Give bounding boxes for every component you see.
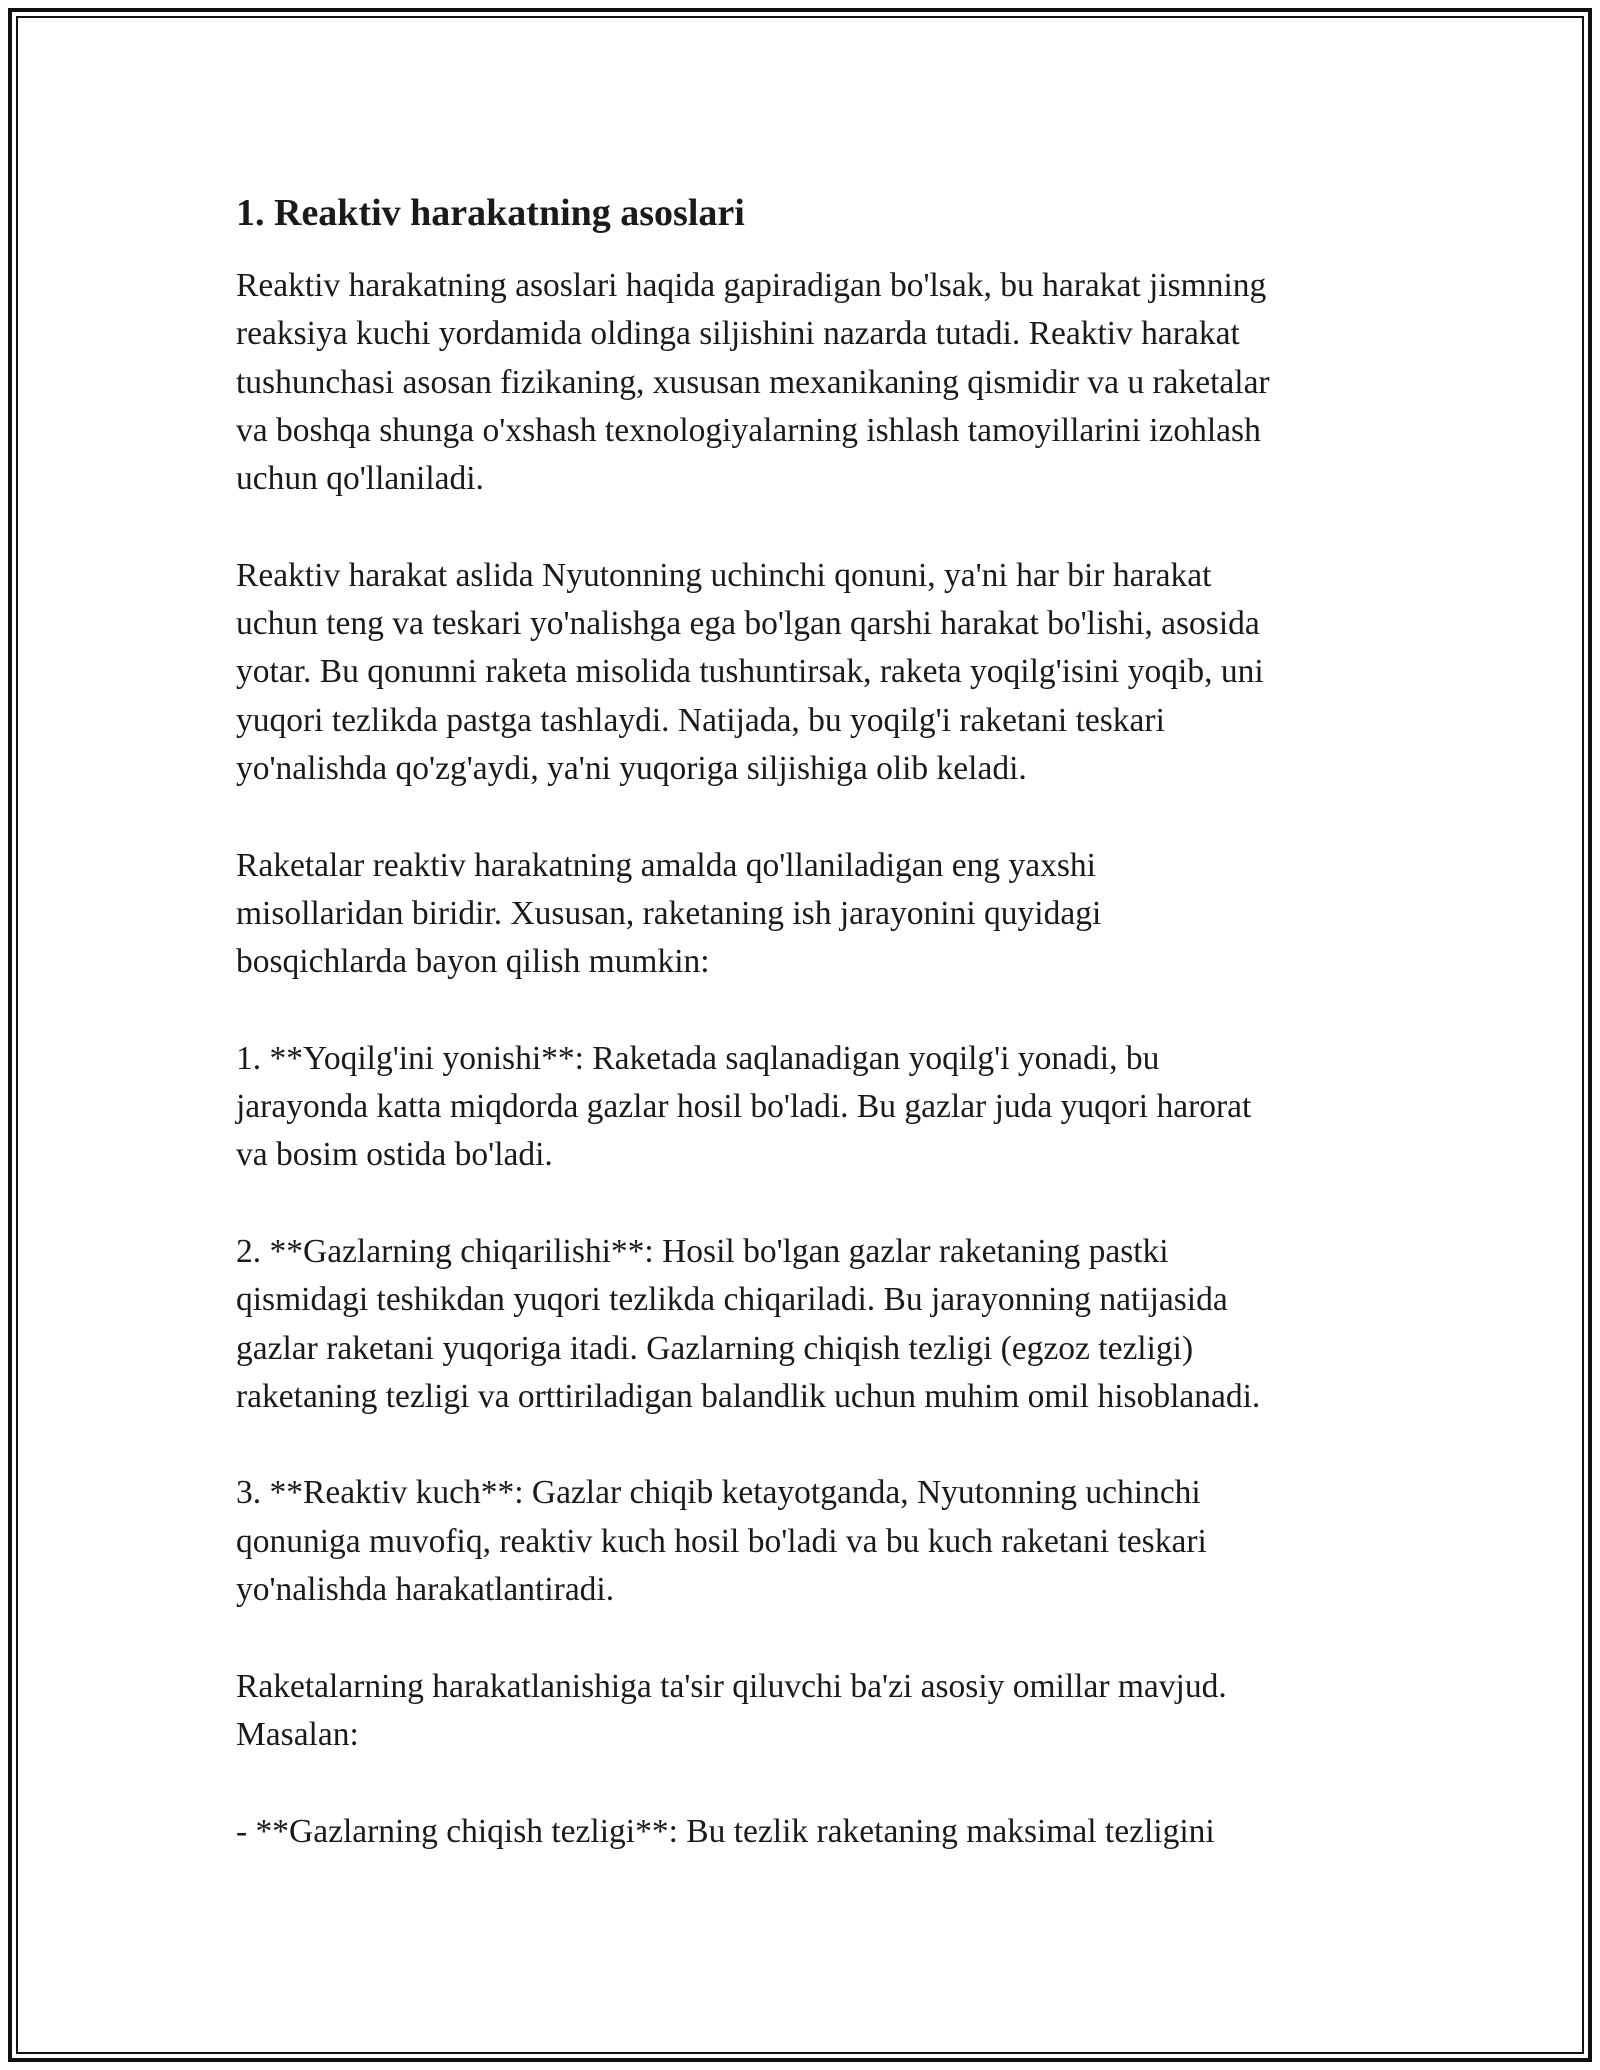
document-body <box>236 188 1396 1856</box>
list-item-fuel-combustion: 1. **Yoqilg'ini yonishi**: Raketada saqlanadigan yoqilg'i yonadi, bu jarayonda katta miqdorda gazlar hosil bo'ladi. Bu gazlar juda yuqori harorat va bosim ostida bo'ladi. <box>236 1039 1252 1174</box>
paragraph-newton-law: Reaktiv harakat aslida Nyutonning uchinchi qonuni, ya'ni har bir harakat uchun teng va teskari yo'nalishga ega bo'lgan qarshi harakat bo'lishi, asosida yotar. Bu qonunni raketa misolida tushuntirsak, raketa yoqilg'isini yoqib, uni yuqori tezlikda pastga tashlaydi. Natijada, bu yoqilg'i raketani teskari yo'nalishda qo'zg'aydi, ya'ni yuqoriga siljishiga olib keladi. <box>236 556 1264 787</box>
paragraph-rockets: Raketalar reaktiv harakatning amalda qo'llaniladigan eng yaxshi misollaridan biridir. Xususan, raketaning ish jarayonini quyidagi bosqichlarda bayon qilish mumkin: <box>236 846 1102 981</box>
list-item-gas-exhaust: 2. **Gazlarning chiqarilishi**: Hosil bo'lgan gazlar raketaning pastki qismidagi teshikdan yuqori tezlikda chiqariladi. Bu jarayonning natijasida gazlar raketani yuqoriga itadi. Gazlarning chiqish tezligi (egzoz tezligi) raketaning tezligi va orttiriladigan balandlik uchun muhim omil hisoblanadi. <box>236 1232 1261 1415</box>
list-item-reactive-force: 3. **Reaktiv kuch**: Gazlar chiqib ketayotganda, Nyutonning uchinchi qonuniga muvofiq, reaktiv kuch hosil bo'ladi va bu kuch raketani teskari yo'nalishda harakatlantiradi. <box>236 1474 1207 1609</box>
paragraph-intro: Reaktiv harakatning asoslari haqida gapiradigan bo'lsak, bu harakat jismning reaksiya kuchi yordamida oldinga siljishini nazarda tutadi. Reaktiv harakat tushunchasi asosan fizikaning, xususan mexanikaning qismidir va u raketalar va boshqa shunga o'xshash texnologiyalarning ishlash tamoyillarini izohlash uchun qo'llaniladi. <box>236 267 1270 498</box>
paragraph-factors: Raketalarning harakatlanishiga ta'sir qiluvchi ba'zi asosiy omillar mavjud. Masalan: <box>236 1667 1227 1753</box>
section-heading: 1. Reaktiv harakatning asoslari <box>236 192 745 234</box>
bullet-item-exhaust-velocity: - **Gazlarning chiqish tezligi**: Bu tezlik raketaning maksimal tezligini <box>236 1812 1215 1850</box>
